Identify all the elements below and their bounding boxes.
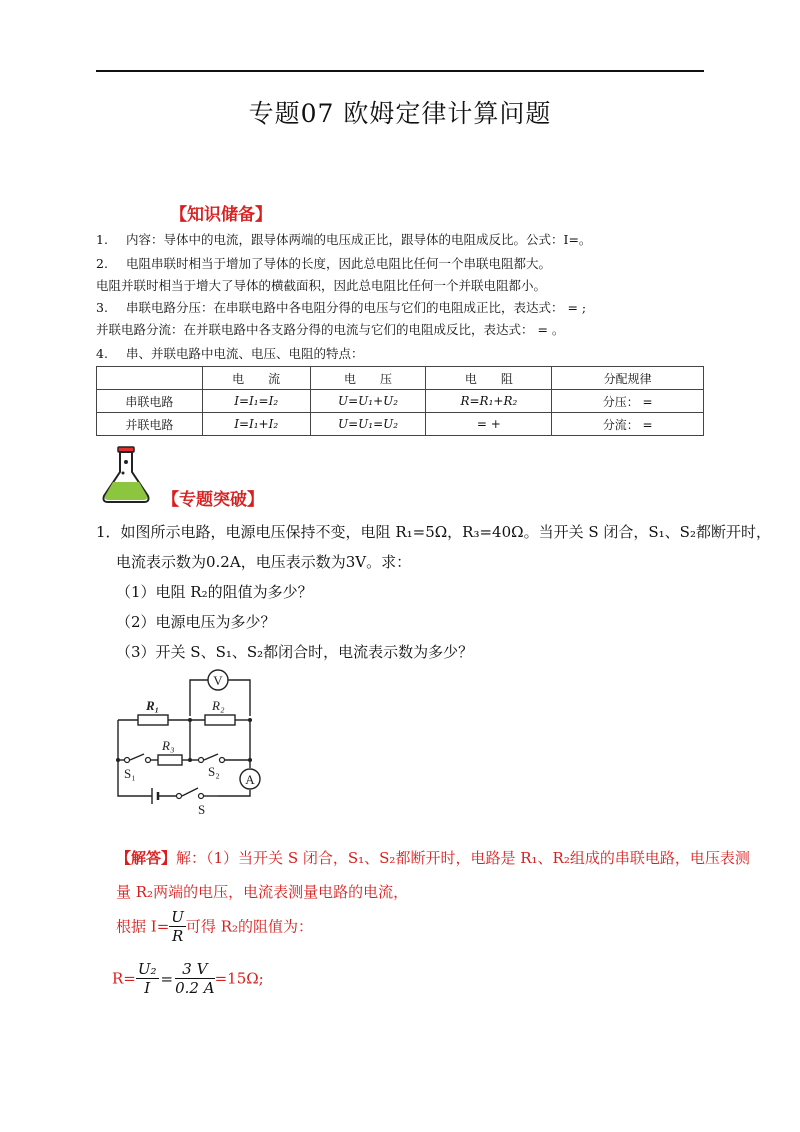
- r3-resistor: [158, 755, 182, 765]
- flask-icon: [100, 446, 152, 504]
- knowledge-heading: 【知识储备】: [170, 205, 272, 225]
- circuit-diagram: [110, 668, 270, 820]
- top-rule: [96, 70, 704, 72]
- r1-label: R₁: [146, 698, 160, 713]
- r1-resistor: [138, 715, 168, 725]
- question-1-sub-1: （1）电阻 R₂的阻值为多少？: [116, 583, 313, 601]
- table-row: 并联电路 I=I₁+I₂ U=U₁=U₂ = + 分流： =: [97, 413, 704, 436]
- knowledge-item-3: 3. 串联电路分压：在串联电路中各电阻分得的电压与它们的电阻成正比，表达式： = ;: [96, 300, 587, 315]
- ohm-fraction: $\frac{U}{R}$: [171, 908, 184, 945]
- knowledge-item-4: 4. 串、并联电路中电流、电压、电阻的特点：: [96, 346, 364, 361]
- value-fraction: $\frac{3 V}{0.2 A}$: [175, 960, 215, 997]
- table-header-row: 电 流 电 压 电 阻 分配规律: [97, 367, 704, 390]
- answer-label: 【解答】: [116, 849, 177, 867]
- voltmeter-label: V: [213, 673, 223, 688]
- answer-calc-line: R= $\frac{\text{U₂}}{I}$ = $\frac{3 V}{0.2 A}$ =15Ω;: [112, 960, 264, 997]
- special-heading: 【专题突破】: [162, 490, 264, 510]
- answer-line-2: 量 R₂两端的电压，电流表测量电路的电流，: [116, 883, 409, 901]
- knowledge-item-2b: 电阻并联时相当于增大了导体的横截面积，因此总电阻比任何一个并联电阻都小。: [96, 278, 547, 293]
- s2-label: S₂: [208, 764, 220, 779]
- r2-label: R₂: [212, 698, 225, 713]
- u2-over-i-fraction: $\frac{\text{U₂}}{I}$: [137, 960, 157, 997]
- question-1-sub-3: （3）开关 S、S₁、S₂都闭合时，电流表示数为多少？: [116, 643, 474, 661]
- knowledge-item-3b: 并联电路分流：在并联电路中各支路分得的电流与它们的电阻成反比，表达式： = 。: [96, 322, 565, 337]
- knowledge-item-1: 1. 内容：导体中的电流，跟导体两端的电压成正比，跟导体的电阻成反比。公式：I=。: [96, 232, 592, 247]
- r2-resistor: [205, 715, 235, 725]
- question-1-line-2: 电流表示数为0.2A，电压表示数为3V。求：: [116, 553, 412, 571]
- characteristics-table: [96, 366, 704, 436]
- question-1-line-1: 1．如图所示电路，电源电压保持不变，电阻 R₁=5Ω，R₃=40Ω。当开关 S 闭合，S₁、S₂都断开时，: [96, 523, 771, 541]
- knowledge-item-2: 2. 电阻串联时相当于增加了导体的长度，因此总电阻比任何一个串联电阻都大。: [96, 256, 552, 271]
- answer-formula-line: 根据 I= $\frac{U}{R}$ 可得 R₂的阻值为：: [116, 908, 313, 945]
- s1-label: S₁: [124, 766, 136, 781]
- answer-line-1: 【解答】解：（1）当开关 S 闭合，S₁、S₂都断开时，电路是 R₁、R₂组成的串联电路，电压表测: [116, 849, 750, 867]
- s-label: S: [198, 802, 206, 817]
- question-1-sub-2: （2）电源电压为多少？: [116, 613, 276, 631]
- ammeter-label: A: [245, 772, 255, 787]
- r3-label: R₃: [162, 738, 175, 753]
- table-row: 串联电路 I=I₁=I₂ U=U₁+U₂ R=R₁+R₂ 分压： =: [97, 390, 704, 413]
- page-title: 专题07 欧姆定律计算问题: [248, 99, 552, 128]
